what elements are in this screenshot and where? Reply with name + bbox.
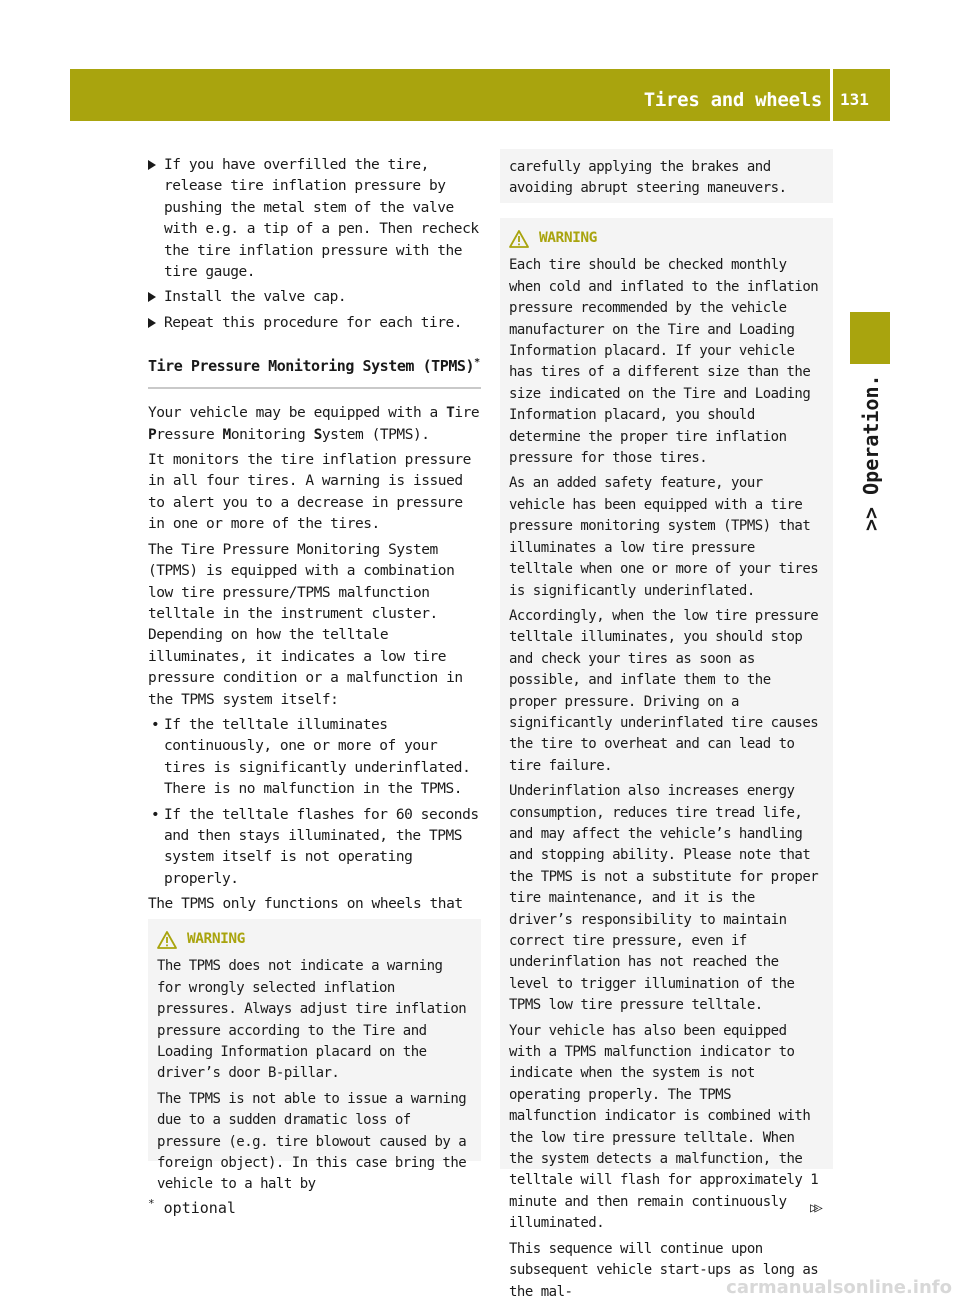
footnote-text: optional: [163, 1199, 236, 1217]
intro-paragraph: [148, 403, 481, 446]
warning-header: [509, 228, 824, 249]
instruction-step: [148, 155, 481, 283]
instruction-step: [148, 287, 481, 308]
page-number: 131: [840, 90, 869, 109]
watermark: carmanualsonline.info: [726, 1277, 952, 1298]
intro-text: Your vehicle may be equipped with a: [148, 405, 447, 422]
warning-paragraph: The TPMS is not able to issue a warning due to a sudden dramatic loss of pressure (e.g. tire blowout caused by a foreign object). In this case bring the vehicle to a halt by: [157, 1090, 467, 1193]
bullet-text: If the telltale flashes for 60 seconds and then stays illuminated, the TPMS system itself is not operating properly.: [164, 806, 479, 887]
section-heading-text: Tire Pressure Monitoring System (TPMS): [148, 357, 475, 376]
footnote: [148, 1197, 236, 1217]
body-paragraph: It monitors the tire inflation pressure in all four tires. A warning is issued to alert you to a decrease in pressure in one or more of the tires.: [148, 452, 471, 533]
step-arrow-icon: [148, 160, 156, 170]
step-text: Repeat this procedure for each tire.: [164, 314, 463, 331]
warning-paragraph: The TPMS does not indicate a warning for wrongly selected inflation pressures. Always adjust tire inflation pressure according to the Tire and Loading Information placard on the driver’s door B-pillar.: [157, 958, 467, 1082]
warning-paragraph: This sequence will continue upon subsequent vehicle start-ups as long as the mal-: [509, 1240, 819, 1300]
instruction-step: [148, 313, 481, 334]
step-text: If you have overfilled the tire, release tire inflation pressure by pushing the metal stem of the valve with e.g. a tip of a pen. Then recheck the tire inflation pressure with the tire gauge.: [164, 157, 479, 281]
warning-title: WARNING: [539, 230, 597, 246]
intro-text: ressure: [156, 426, 223, 443]
intro-text: onitoring: [230, 426, 314, 443]
body-paragraph: The Tire Pressure Monitoring System (TPMS) is equipped with a combination low tire pressure/TPMS malfunction telltale in the instrument cluster. Depending on how the telltale illuminates, it indicates a low tire pressure condition or a malfunction in the TPMS system itself:: [148, 541, 463, 708]
step-text: Install the valve cap.: [164, 289, 347, 306]
bullet-text: If the telltale illuminates continuously, one or more of your tires is significantly underinflated. There is no malfunction in the TPMS.: [164, 716, 471, 798]
continue-arrows-icon: ▷▷: [810, 1200, 819, 1216]
intro-initial: P: [148, 426, 157, 443]
continued-text: carefully applying the brakes and avoiding abrupt steering maneuvers.: [509, 159, 787, 197]
step-arrow-icon: [148, 292, 156, 302]
side-tab-marker: [850, 312, 890, 364]
body-paragraph: The TPMS only functions on wheels that: [148, 896, 463, 913]
step-arrow-icon: [148, 318, 156, 328]
left-column: [148, 155, 481, 962]
intro-text: ystem (TPMS).: [321, 426, 430, 443]
optional-mark: *: [474, 357, 480, 369]
bullet-item: [148, 805, 481, 891]
warning-paragraph: As an added safety feature, your vehicle has been equipped with a tire pressure monitoring system (TPMS) that illuminates a low tire pressure telltale when one or more of your tires is significantly underinflated.: [509, 475, 819, 599]
side-tab-text: >> Operation.: [859, 374, 883, 531]
warning-box-left: [148, 919, 481, 1193]
intro-initial: T: [446, 405, 455, 422]
intro-initial: M: [222, 426, 231, 443]
bullet-dot-icon: •: [151, 716, 160, 733]
header-divider: [830, 69, 833, 121]
warning-triangle-icon: [157, 931, 177, 949]
intro-text: ire: [454, 405, 480, 422]
warning-title: WARNING: [187, 931, 245, 947]
warning-header: [157, 929, 472, 950]
side-tab-label: [853, 374, 889, 614]
warning-paragraph: Each tire should be checked monthly when cold and inflated to the inflation pressure recommended by the vehicle manufacturer on the Tire and Loading Information placard. If your vehicle has tires of a different size than the size indicated on the Tire and Loading Information placard, you should determine the proper tire inflation pressure for those tires.: [509, 257, 819, 467]
bullet-item: [148, 715, 481, 801]
intro-initial: S: [313, 426, 322, 443]
bullet-dot-icon: •: [151, 806, 160, 823]
warning-paragraph: Your vehicle has also been equipped with a TPMS malfunction indicator to indicate when the system is not operating properly. The TPMS malfunction indicator is combined with the low tire pressure telltale. When the system detects a malfunction, the telltale will flash for approximately 1 minute and then remain continuously illuminated.: [509, 1022, 819, 1232]
page-header-title: Tires and wheels: [643, 89, 822, 111]
warning-box-right: [500, 218, 833, 1300]
footnote-mark: *: [148, 1197, 155, 1210]
warning-paragraph: Accordingly, when the low tire pressure telltale illuminates, you should stop and check your tires as soon as possible, and inflate them to the proper pressure. Driving on a significantly underinflated tire causes the tire to overheat and can lead to tire failure.: [509, 607, 819, 774]
warning-paragraph: Underinflation also increases energy consumption, reduces tire tread life, and may affect the vehicle’s handling and stopping ability. Please note that the TPMS is not a substitute for proper tire maintenance, and it is the driver’s responsibility to maintain correct tire pressure, even if underinflation has not reached the level to trigger illumination of the TPMS low tire pressure telltale.: [509, 783, 819, 1014]
section-heading: [148, 352, 481, 389]
warning-triangle-icon: [509, 230, 529, 248]
warning-box-continued: [500, 149, 833, 203]
